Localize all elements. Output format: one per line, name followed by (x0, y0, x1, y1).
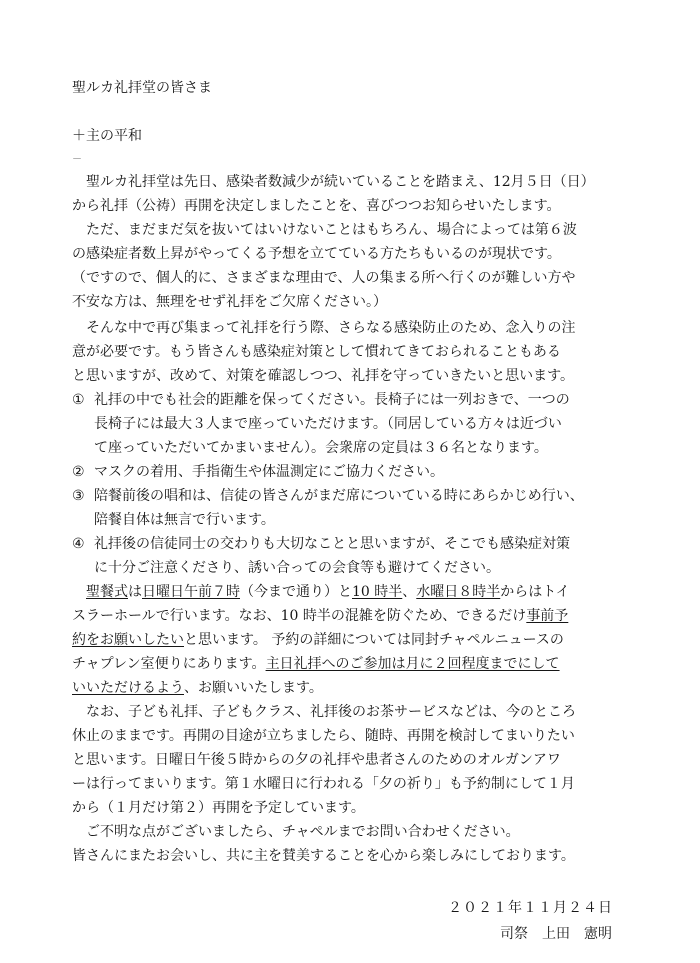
list-item-line: 礼拝の中でも社会的距離を保ってください。長椅子には一列おきで、一つの (94, 392, 570, 408)
paragraph-7-line: ご不明な点がございましたら、チャペルまでお問い合わせください。 (86, 824, 520, 840)
underlined-text: 主日礼拝へのご参加は月に２回程度までにして (265, 656, 560, 672)
list-item-line: マスクの着用、手指衛生や体温測定にご協力ください。 (94, 464, 444, 480)
text: からはトイ (500, 584, 570, 600)
list-number: ③ (72, 488, 85, 504)
underlined-text: 10 時半 (352, 584, 403, 600)
underlined-text: 事前予 (526, 608, 569, 624)
text: は (128, 584, 142, 600)
paragraph-2-line: の感染症者数上昇がやってくる予想を立てている方たちもいるのが現状です。 (72, 246, 561, 262)
paragraph-4-line: そんな中で再び集まって礼拝を行う際、さらなる感染防止のため、念入りの注 (86, 320, 576, 336)
underlined-text: 水曜日８時半 (416, 584, 501, 600)
paragraph-5-line (72, 654, 560, 674)
greeting: ＋主の平和 (72, 128, 142, 144)
underlined-text: いいただけるよう (72, 680, 184, 696)
paragraph-6-line: から（１月だけ第２）再開を予定しています。 (72, 800, 365, 816)
letter-date: ２０２１年１１月２４日 (448, 900, 613, 916)
text: と思います。 予約の詳細については同封チャペルニュースの (184, 632, 564, 648)
list-item-line: 陪餐自体は無言で行います。 (94, 512, 275, 528)
underlined-text: 日曜日午前７時 (142, 584, 240, 600)
salutation: 聖ルカ礼拝堂の皆さま (72, 80, 212, 96)
underlined-text: 約をお願いしたい (72, 632, 184, 648)
paragraph-6-line: なお、子ども礼拝、子どもクラス、礼拝後のお茶サービスなどは、今のところ (86, 704, 576, 720)
paragraph-5-line (86, 582, 570, 602)
text: 、 (402, 584, 417, 600)
text: スラーホールで行います。なお、10 時半の混雑を防ぐため、できるだけ (72, 608, 527, 624)
list-item-line: 陪餐前後の唱和は、信徒の皆さんがまだ席についている時にあらかじめ行い、 (94, 488, 584, 504)
stray-mark: － (72, 154, 82, 165)
signature: 司祭 上田 憲明 (500, 926, 612, 942)
list-item-line: 長椅子には最大３人まで座っていただけます。（同居している方々は近づい (94, 416, 562, 432)
list-item-line: て座っていただいてかまいません）。会衆席の定員は３６名となります。 (94, 440, 548, 456)
paragraph-1-line: 聖ルカ礼拝堂は先日、感染者数減少が続いていることを踏まえ、12月５日（日） (86, 174, 595, 190)
paragraph-2-line: ただ、まだまだ気を抜いてはいけないことはもちろん、場合によっては第６波 (86, 222, 577, 238)
text: （今まで通り）と (240, 584, 352, 600)
paragraph-6-line: と思います。日曜日午後５時からの夕の礼拝や患者さんのためのオルガンアワ (72, 752, 561, 768)
paragraph-7-line: 皆さんにまたお会いし、共に主を賛美することを心から楽しみにしております。 (72, 848, 575, 864)
paragraph-5-line (72, 606, 568, 626)
list-item-line: 礼拝後の信徒同士の交わりも大切なことと思いますが、そこでも感染症対策 (94, 536, 570, 552)
paragraph-3-line: （ですので、個人的に、さまざまな理由で、人の集まる所へ行くのが難しい方や (72, 270, 576, 286)
paragraph-1-line: から礼拝（公祷）再開を決定しましたことを、喜びつつお知らせいたします。 (72, 198, 561, 214)
underlined-text: 聖餐式 (86, 584, 128, 600)
paragraph-4-line: 意が必要です。もう皆さんも感染症対策として慣れてきておられることもある (72, 344, 561, 360)
paragraph-3-line: 不安な方は、無理をせず礼拝をご欠席ください。） (72, 294, 387, 310)
paragraph-4-line: と思いますが、改めて、対策を確認しつつ、礼拝を守っていきたいと思います。 (72, 368, 575, 384)
list-item-line: に十分ご注意くださり、誘い合っての会食等も避けてください。 (94, 560, 500, 576)
paragraph-5-line (72, 630, 564, 650)
paragraph-5-line (72, 678, 323, 698)
paragraph-6-line: 休止のままです。再開の目途が立ちましたら、随時、再開を検討してまいりたい (72, 728, 575, 744)
text: 、お願いいたします。 (184, 680, 323, 696)
paragraph-6-line: ーは行ってまいります。第１水曜日に行われる「夕の祈り」も予約制にして１月 (72, 776, 575, 792)
list-number: ① (72, 392, 85, 408)
list-number: ② (72, 464, 85, 480)
text: チャプレン室便りにあります。 (72, 656, 266, 672)
list-number: ④ (72, 536, 85, 552)
